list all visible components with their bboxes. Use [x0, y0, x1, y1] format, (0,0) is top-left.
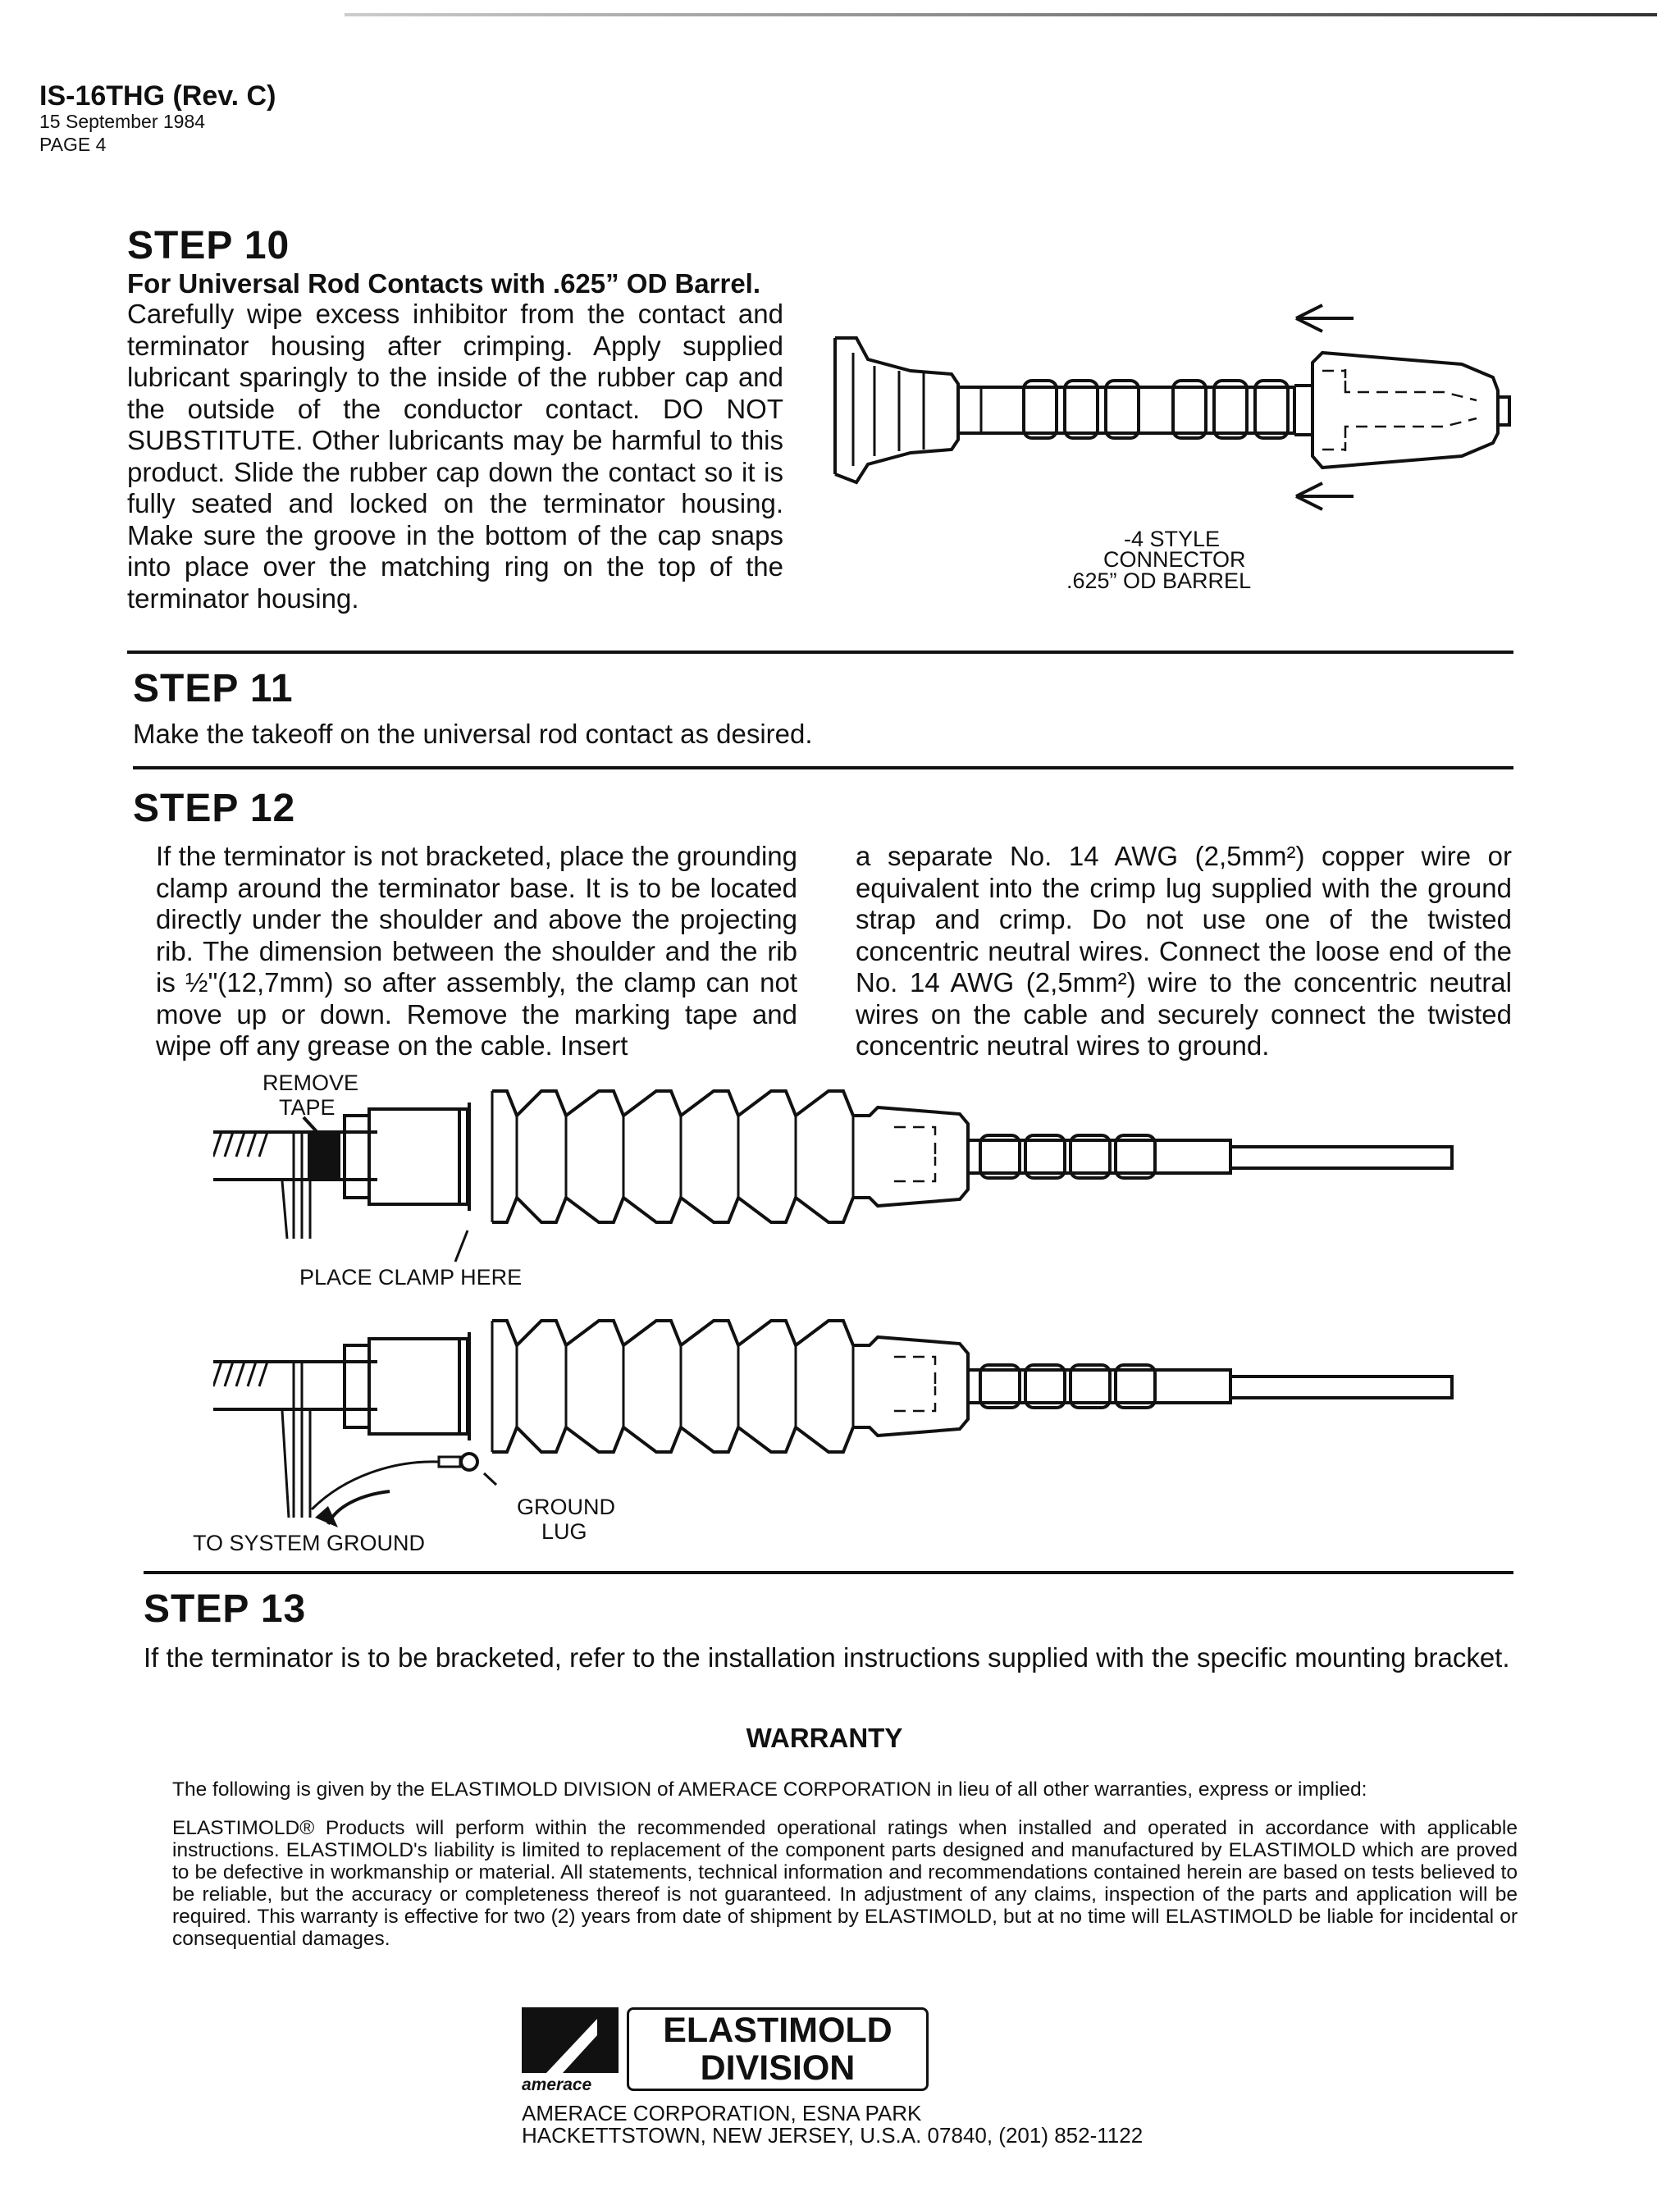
step10-title: STEP 10 [127, 224, 290, 267]
ground-lug-label-2: LUG [541, 1519, 587, 1544]
terminator-diagram-ground [213, 1313, 1468, 1534]
section-divider [133, 766, 1513, 769]
step13-body: If the terminator is to be bracketed, refer to the installation instructions supplied with the specific mounting bracket. [144, 1642, 1510, 1673]
remove-tape-label: REMOVE [262, 1071, 359, 1095]
terminator-diagram-clamp [213, 1083, 1468, 1271]
step12-column2: a separate No. 14 AWG (2,5mm²) copper wire or equivalent into the crimp lug supplied with the ground strap and crimp. Do not use one of the twisted concentric neutral wires. Connect the loose end of the No. 14 AWG (2,5mm²) wire to the concentric neutral wires on the cable and securely connect the twisted concentric neutral wires to ground. [856, 841, 1512, 1061]
connector-caption-line2: CONNECTOR [1103, 547, 1246, 572]
document-code: IS-16THG (Rev. C) [39, 80, 276, 112]
step10-subtitle: For Universal Rod Contacts with .625” OD Barrel. [127, 268, 761, 299]
step10-body: Carefully wipe excess inhibitor from the contact and terminator housing after crimping. Apply supplied lubricant sparingly to the inside of the rubber cap and the outside of the conductor contact. DO NOT SUBSTITUTE. Other lubricants may be harmful to this product. Slide the rubber cap down the contact so it is fully seated and locked on the terminator housing. Make sure the groove in the bottom of the cap snaps into place over the matching ring on the top of the terminator housing. [127, 299, 783, 614]
step12-column1: If the terminator is not bracketed, place the grounding clamp around the terminator base. It is to be located directly under the shoulder and above the projecting rib. The dimension between the shoulder and the rib is ½"(12,7mm) so after assembly, the clamp can not move up or down. Remove the marking tape and wipe off any grease on the cable. Insert [156, 841, 797, 1061]
page-number: PAGE 4 [39, 134, 107, 155]
step11-title: STEP 11 [133, 667, 294, 710]
scan-edge-line [345, 13, 1657, 16]
document-date: 15 September 1984 [39, 111, 206, 132]
step11-body: Make the takeoff on the universal rod contact as desired. [133, 719, 813, 749]
amerace-logo [522, 2007, 619, 2094]
remove-tape-label-2: TAPE [279, 1095, 336, 1120]
step13-title: STEP 13 [144, 1587, 307, 1631]
connector-diagram [820, 295, 1542, 541]
elastimold-division-box [627, 2007, 929, 2091]
arrow-left-icon [1296, 483, 1354, 509]
place-clamp-label: PLACE CLAMP HERE [299, 1265, 523, 1290]
connector-caption-line1: -4 STYLE [1124, 527, 1221, 551]
warranty-body: ELASTIMOLD® Products will perform within the recommended operational ratings when installed and operated in accordance with applicable instructions. ELASTIMOLD's liability is limited to replacement of the component parts designed and manufactured by ELASTIMOLD which are proved to be defective in workmanship or material. All statements, technical information and recommendations contained herein are based on tests believed to be reliable, but the accuracy or completeness thereof is not guaranteed. In adjustment of any claims, inspection of the parts and application will be required. This warranty is effective for two (2) years from date of shipment by ELASTIMOLD, but at no time will ELASTIMOLD be liable for incidental or consequential damages. [172, 1817, 1518, 1950]
brand-line2: DIVISION [700, 2048, 856, 2088]
step12-title: STEP 12 [133, 787, 296, 830]
warranty-intro: The following is given by the ELASTIMOLD DIVISION of AMERACE CORPORATION in lieu of all other warranties, express or implied: [172, 1778, 1367, 1801]
brand-line1: ELASTIMOLD [663, 2011, 892, 2050]
amerace-logo-text: amerace [522, 2075, 592, 2094]
amerace-logo-icon [522, 2007, 619, 2073]
warranty-heading: WARRANTY [746, 1723, 903, 1753]
ground-lug-label: GROUND [517, 1495, 615, 1519]
section-divider [127, 651, 1513, 654]
address-line1: AMERACE CORPORATION, ESNA PARK [522, 2101, 922, 2125]
arrow-left-icon [1296, 305, 1354, 331]
address-line2: HACKETTSTOWN, NEW JERSEY, U.S.A. 07840, (201) 852-1122 [522, 2123, 1144, 2148]
section-divider [144, 1571, 1513, 1574]
system-ground-label: TO SYSTEM GROUND [193, 1531, 426, 1555]
connector-caption-line3: .625” OD BARREL [1066, 568, 1252, 593]
